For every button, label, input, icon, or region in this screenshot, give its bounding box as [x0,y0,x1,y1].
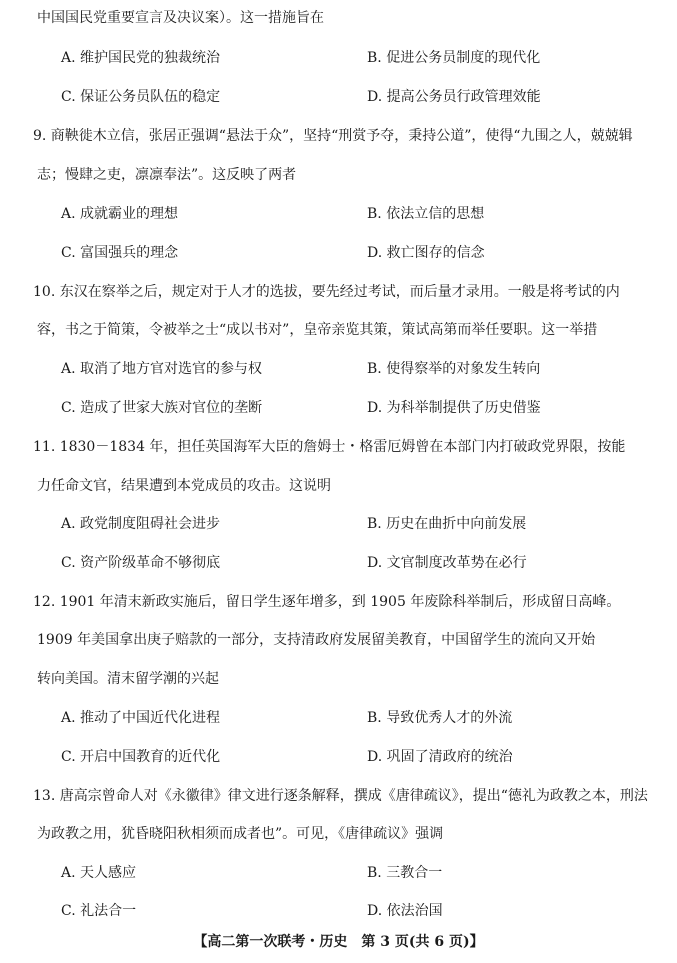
option-d: D. 为科举制提供了历史借鉴 [367,400,541,416]
option-b: B. 三教合一 [367,865,443,881]
question-line: 中国国民党重要宣言及决议案）。这一措施旨在 [37,10,324,26]
question-line: 10. 东汉在察举之后，规定对于人才的选拔，要先经过考试，而后量才录用。一般是将考试的内 [33,284,620,300]
option-c: C. 开启中国教育的近代化 [61,749,221,765]
option-a: A. 成就霸业的理想 [61,206,179,222]
page-footer: 【高二第一次联考・历史 第 3 页(共 6 页)】 [193,934,484,950]
question-line: 为政教之用，犹昏晓阳秋相须而成者也”。可见，《唐律疏议》强调 [37,826,444,842]
option-d: D. 依法治国 [367,903,443,919]
question-line: 志；慢肆之吏，凛凛奉法”。这反映了两者 [37,167,297,183]
option-d: D. 文官制度改革势在必行 [367,555,527,571]
option-c: C. 富国强兵的理念 [61,245,179,261]
option-c: C. 保证公务员队伍的稳定 [61,89,221,105]
question-line: 1909 年美国拿出庚子赔款的一部分，支持清政府发展留美教育，中国留学生的流向又开始 [37,632,596,648]
question-line: 11. 1830－1834 年，担任英国海军大臣的詹姆士・格雷厄姆曾在本部门内打破政党界限，按能 [33,439,626,455]
option-b: B. 导致优秀人才的外流 [367,710,513,726]
option-d: D. 提高公务员行政管理效能 [367,89,541,105]
option-d: D. 巩固了清政府的统治 [367,749,513,765]
option-a: A. 天人感应 [61,865,137,881]
question-line: 12. 1901 年清末新政实施后，留日学生逐年增多，到 1905 年废除科举制后，形成留日高峰。 [33,594,621,610]
option-b: B. 使得察举的对象发生转向 [367,361,541,377]
question-line: 13. 唐高宗曾命人对《永徽律》律文进行逐条解释，撰成《唐律疏议》，提出“德礼为政教之本，刑法 [33,788,648,804]
option-c: C. 造成了世家大族对官位的垄断 [61,400,263,416]
option-b: B. 依法立信的思想 [367,206,485,222]
option-a: A. 推动了中国近代化进程 [61,710,221,726]
option-b: B. 促进公务员制度的现代化 [367,50,541,66]
question-line: 力任命文官，结果遭到本党成员的攻击。这说明 [37,478,331,494]
option-c: C. 礼法合一 [61,903,137,919]
option-d: D. 救亡图存的信念 [367,245,485,261]
option-a: A. 取消了地方官对选官的参与权 [61,361,263,377]
question-line: 容，书之于简策，令被举之士“成以书对”，皇帝亲览其策，策试高第而举任要职。这一举措 [37,322,598,338]
option-c: C. 资产阶级革命不够彻底 [61,555,221,571]
option-b: B. 历史在曲折中向前发展 [367,516,527,532]
question-line: 转向美国。清末留学潮的兴起 [37,671,219,687]
option-a: A. 维护国民党的独裁统治 [61,50,221,66]
option-a: A. 政党制度阻碍社会进步 [61,516,221,532]
question-line: 9. 商鞅徙木立信，张居正强调“悬法于众”，坚持“刑赏予夺，秉持公道”，使得“九围之人，兢兢辑 [33,128,633,144]
